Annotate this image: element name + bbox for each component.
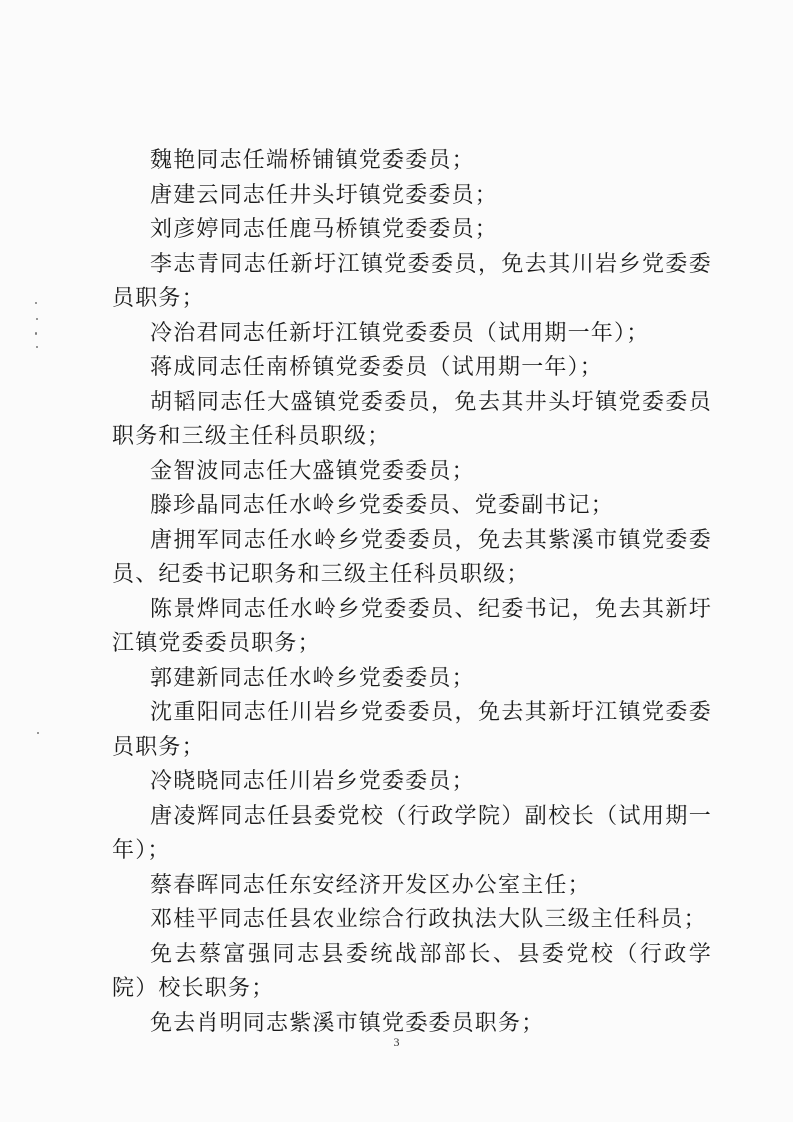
appointment-paragraph: 郭建新同志任水岭乡党委委员； (150, 665, 475, 691)
appointment-paragraph: 蔡春晖同志任东安经济开发区办公室主任； (150, 872, 591, 898)
appointment-paragraph: 沈重阳同志任川岩乡党委委员，免去其新圩江镇党委委员职务； (112, 700, 712, 760)
appointment-paragraph: 胡韬同志任大盛镇党委委员，免去其井头圩镇党委委员职务和三级主任科员职级； (112, 389, 712, 449)
appointment-paragraph: 滕珍晶同志任水岭乡党委委员、党委副书记； (150, 493, 615, 518)
appointment-paragraph: 陈景烨同志任水岭乡党委委员、纪委书记，免去其新圩江镇党委委员职务； (112, 596, 712, 656)
scan-speck (37, 732, 39, 734)
appointment-paragraph: 李志青同志任新圩江镇党委委员，免去其川岩乡党委委员职务； (112, 251, 712, 311)
removal-paragraph: 免去蔡富强同志县委统战部部长、县委党校（行政学院）校长职务； (112, 941, 712, 1001)
appointment-paragraph: 冷治君同志任新圩江镇党委委员（试用期一年）； (150, 320, 650, 346)
appointment-paragraph: 唐建云同志任井头圩镇党委委员； (150, 182, 499, 208)
appointment-paragraph: 冷晓晓同志任川岩乡党委委员； (150, 769, 475, 794)
appointment-paragraph: 魏艳同志任端桥铺镇党委委员； (150, 148, 475, 173)
scan-speck (36, 346, 38, 348)
appointment-paragraph: 唐凌辉同志任县委党校（行政学院）副校长（试用期一年）； (112, 803, 712, 863)
removal-paragraph: 免去肖明同志紫溪市镇党委委员职务； (150, 1010, 545, 1036)
appointment-paragraph: 刘彦婷同志任鹿马桥镇党委委员； (150, 217, 499, 242)
appointment-paragraph: 蒋成同志任南桥镇党委委员（试用期一年）； (150, 355, 604, 380)
appointment-paragraph: 邓桂平同志任县农业综合行政执法大队三级主任科员； (150, 907, 707, 932)
page-number: 3 (393, 1035, 400, 1049)
scan-speck (35, 302, 37, 304)
appointment-paragraph: 金智波同志任大盛镇党委委员； (150, 458, 475, 484)
scan-speck (36, 318, 38, 320)
appointment-paragraph: 唐拥军同志任水岭乡党委委员，免去其紫溪市镇党委委员、纪委书记职务和三级主任科员职级； (112, 527, 712, 587)
body-text (112, 144, 712, 1041)
scan-speck (35, 332, 37, 335)
